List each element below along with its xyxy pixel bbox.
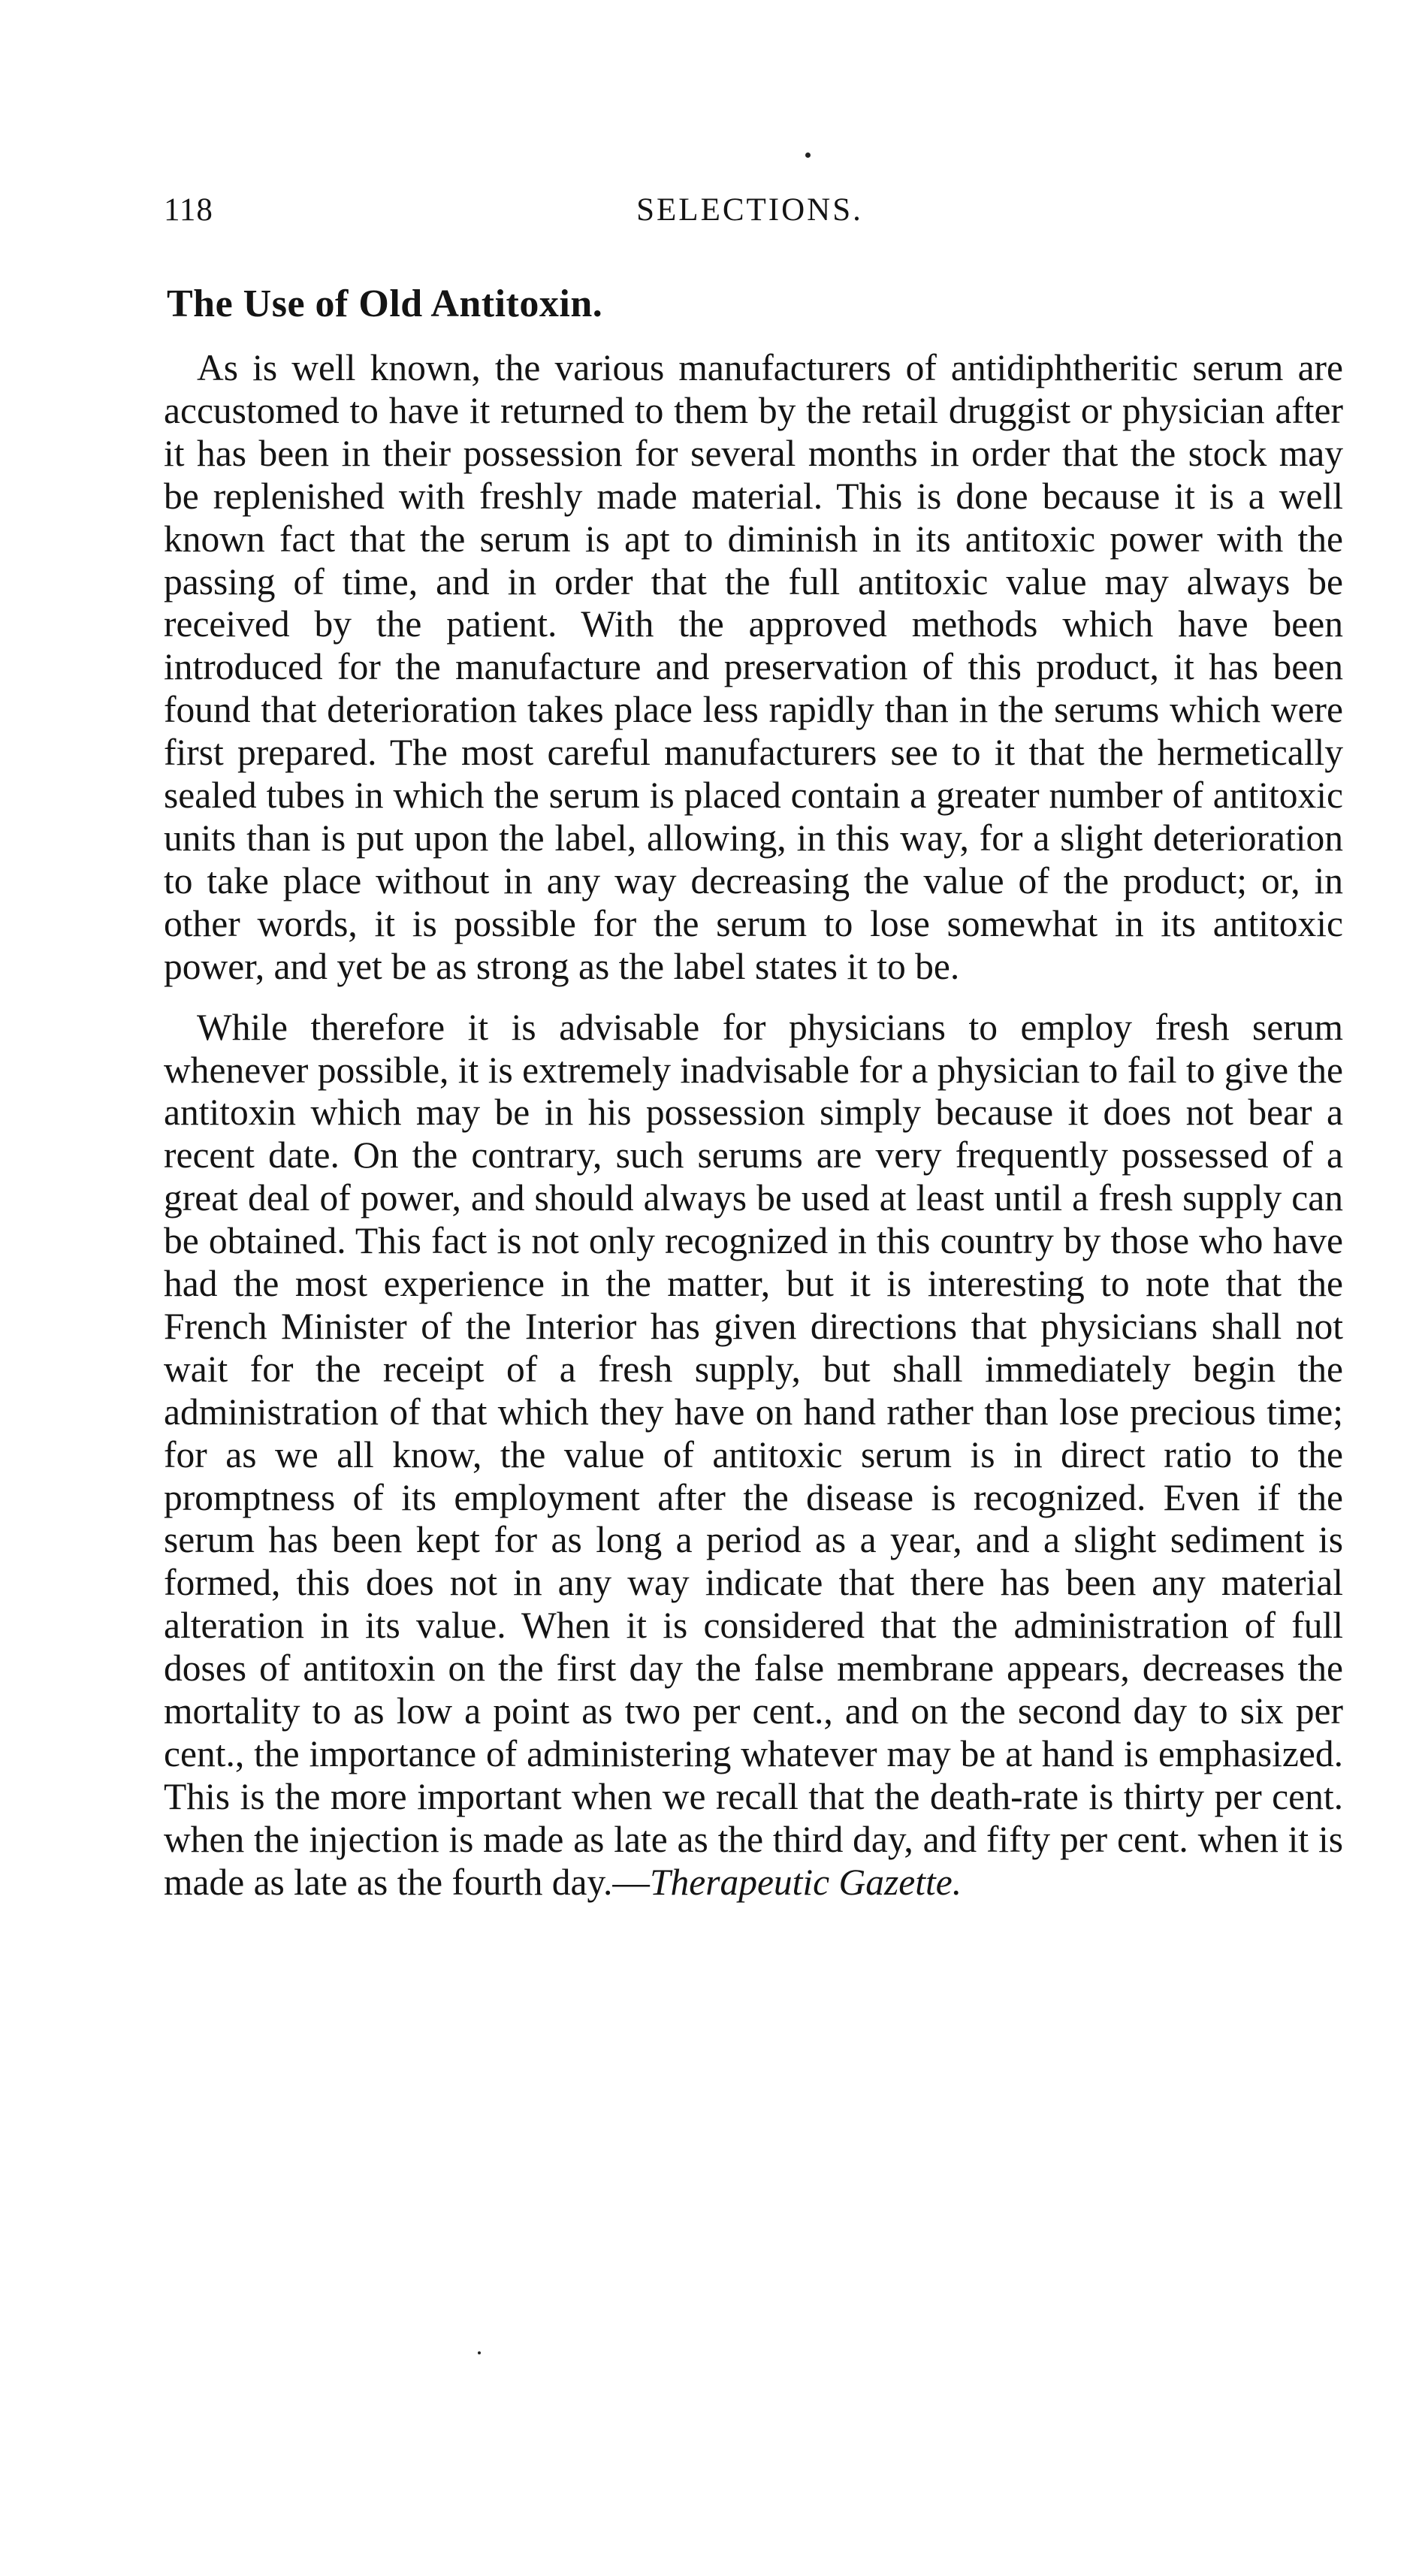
- paragraph: As is well known, the various manufacturers of antidiphtheritic serum are accustomed to have it returned to them by the retail druggist or physician after it has been in their possession for several months in order that the stock may be replenished with freshly made material. This is done because it is a well known fact that the serum is apt to diminish in its antitoxic power with the passing of time, and in order that the full antitoxic value may always be received by the patient. With the approved methods which have been introduced for the manufacture and preservation of this product, it has been found that deterioration takes place less rapidly than in the serums which were first prepared. The most careful manufacturers see to it that the hermetically sealed tubes in which the serum is placed contain a greater number of antitoxic units than is put upon the label, allowing, in this way, for a slight deterioration to take place without in any way decreasing the value of the product; or, in other words, it is possible for the serum to lose somewhat in its antitoxic power, and yet be as strong as the label states it to be.: [164, 347, 1343, 987]
- article-body: [164, 347, 1343, 1904]
- running-head: [164, 192, 1336, 244]
- ink-speck: [805, 153, 811, 158]
- page-number: 118: [164, 192, 213, 228]
- article-title: The Use of Old Antitoxin.: [167, 282, 603, 325]
- section-title: SELECTIONS.: [636, 192, 863, 228]
- paragraph: [164, 1007, 1343, 1904]
- paragraph-text: While therefore it is advisable for physicians to employ fresh serum whenever possible, it is extremely inadvisable for a physician to fail to give the antitoxin which may be in his possession simply because it does not bear a recent date. On the contrary, such serums are very frequently possessed of a great deal of power, and should always be used at least until a fresh supply can be obtained. This fact is not only recognized in this country by those who have had the most experience in the matter, but it is interesting to note that the French Minister of the Interior has given directions that physicians shall not wait for the receipt of a fresh supply, but shall immediately begin the administration of that which they have on hand rather than lose precious time; for as we all know, the value of antitoxic serum is in direct ratio to the promptness of its employment after the disease is recognized. Even if the serum has been kept for as long a period as a year, and a slight sediment is formed, this does not in any way indicate that there has been any material alteration in its value. When it is considered that the administration of full doses of antitoxin on the first day the false membrane appears, decreases the mortality to as low a point as two per cent., and on the second day to six per cent., the importance of administering whatever may be at hand is emphasized. This is the more important when we recall that the death-rate is thirty per cent. when the injection is made as late as the third day, and fifty per cent. when it is made as late as the fourth day.—: [164, 1006, 1343, 1903]
- source-citation: Therapeutic Gazette.: [649, 1861, 962, 1903]
- ink-speck: [478, 2351, 481, 2354]
